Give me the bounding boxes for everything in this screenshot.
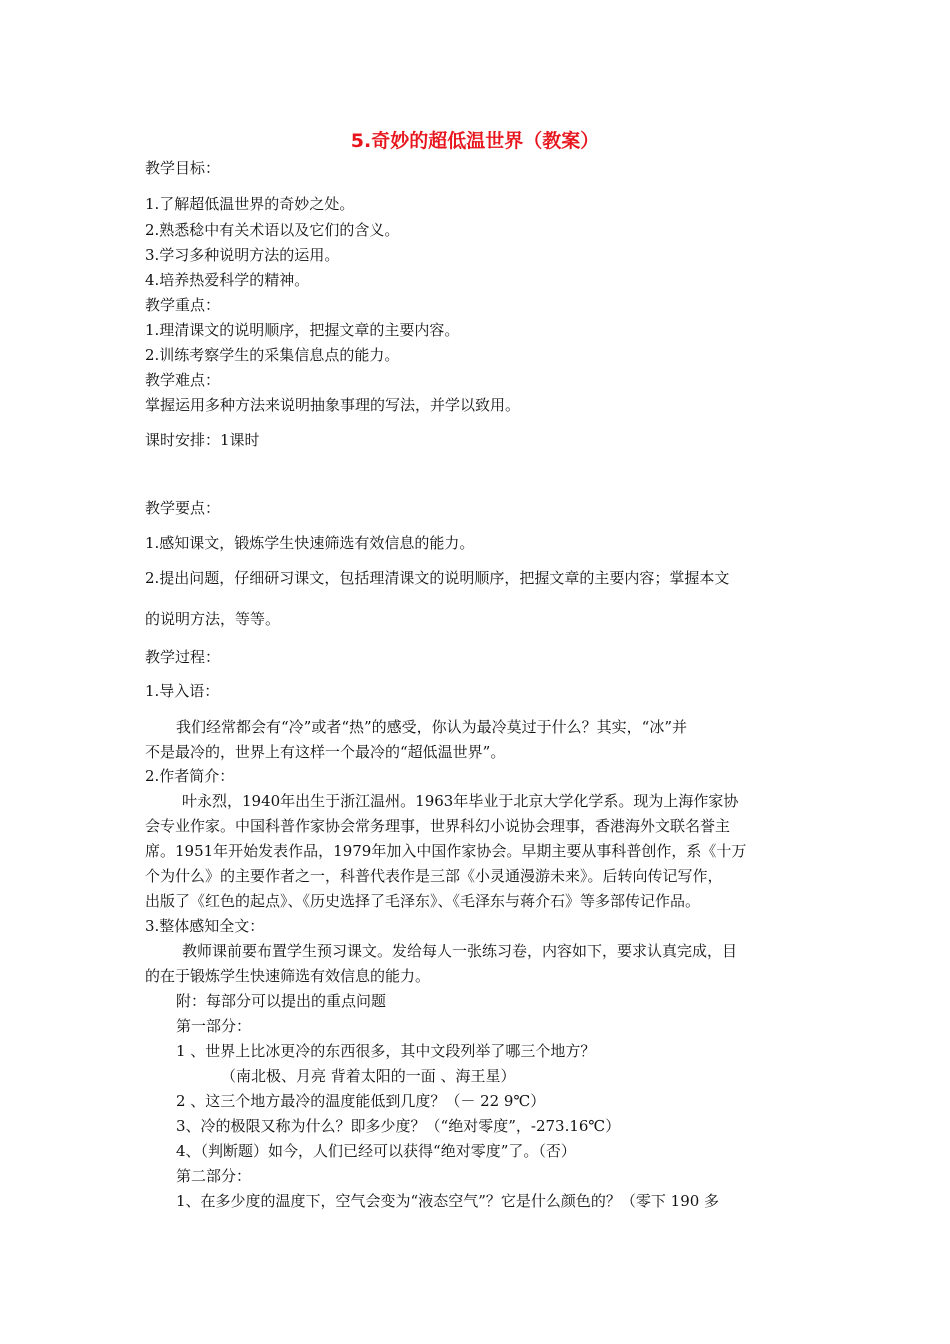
goal-item-3: 3.学习多种说明方法的运用。 [145,246,340,264]
schedule-text: 课时安排：1课时 [145,431,260,449]
intro-paragraph-line-1: 我们经常都会有“冷”或者“热”的感受，你认为最冷莫过于什么？其实，“冰”并 [176,718,688,736]
part2-question-1: 1、在多少度的温度下，空气会变为“液态空气”？它是什么颜色的？（零下 190 多 [176,1192,720,1210]
difficulty-heading: 教学难点： [145,371,221,389]
part1-question-4: 4、（判断题）如今，人们已经可以获得“绝对零度”了。（否） [176,1142,576,1160]
goal-item-1: 1.了解超低温世界的奇妙之处。 [145,195,355,213]
author-paragraph-line-5: 出版了《红色的起点》、《历史选择了毛泽东》、《毛泽东与蒋介石》等多部传记作品。 [145,892,701,910]
difficulty-text: 掌握运用多种方法来说明抽象事理的写法，并学以致用。 [145,396,521,414]
intro-paragraph-line-2: 不是最冷的，世界上有这样一个最冷的“超低温世界”。 [145,743,506,761]
goals-heading: 教学目标： [145,159,221,177]
process-heading: 教学过程： [145,648,221,666]
author-heading: 2.作者简介： [145,767,235,785]
author-paragraph-line-1: 叶永烈，1940年出生于浙江温州。1963年毕业于北京大学化学系。现为上海作家协 [182,792,739,810]
author-paragraph-line-3: 席。1951年开始发表作品，1979年加入中国作家协会。早期主要从事科普创作，系《十万 [145,842,747,860]
key-point-2: 2.训练考察学生的采集信息点的能力。 [145,346,400,364]
overall-paragraph-line-1: 教师课前要布置学生预习课文。发给每人一张练习卷，内容如下，要求认真完成，目 [182,942,738,960]
part1-question-1: 1 、世界上比冰更冷的东西很多，其中文段列举了哪三个地方？ [176,1042,596,1060]
appendix-note: 附：每部分可以提出的重点问题 [176,992,387,1010]
goal-item-2: 2.熟悉稔中有关术语以及它们的含义。 [145,221,400,239]
overall-heading: 3.整体感知全文： [145,917,265,935]
document-title: 5.奇妙的超低温世界（教案） [350,130,600,152]
part1-heading: 第一部分： [176,1017,252,1035]
overall-paragraph-line-2: 的在于锻炼学生快速筛选有效信息的能力。 [145,967,431,985]
intro-heading: 1.导入语： [145,682,220,700]
part2-heading: 第二部分： [176,1167,252,1185]
goal-item-4: 4.培养热爱科学的精神。 [145,271,310,289]
essential-item-2: 2.提出问题，仔细研习课文，包括理清课文的说明顺序，把握文章的主要内容；掌握本文 [145,569,730,587]
author-paragraph-line-4: 个为什么》的主要作者之一，科普代表作是三部《小灵通漫游未来》。后转向传记写作， [145,867,723,885]
key-point-1: 1.理清课文的说明顺序，把握文章的主要内容。 [145,321,460,339]
key-heading: 教学重点： [145,296,221,314]
essential-item-1: 1.感知课文，锻炼学生快速筛选有效信息的能力。 [145,534,475,552]
part1-answer-1: （南北极、月亮 背着太阳的一面 、海王星） [221,1067,516,1085]
author-paragraph-line-2: 会专业作家。中国科普作家协会常务理事，世界科幻小说协会理事，香港海外文联名誉主 [145,817,731,835]
part1-question-3: 3、冷的极限又称为什么？即多少度？（“绝对零度”，-273.16℃） [176,1117,621,1135]
part1-question-2: 2 、这三个地方最冷的温度能低到几度？（－ 22 9℃） [176,1092,546,1110]
essentials-heading: 教学要点： [145,499,221,517]
essential-item-2-cont: 的说明方法，等等。 [145,610,281,628]
